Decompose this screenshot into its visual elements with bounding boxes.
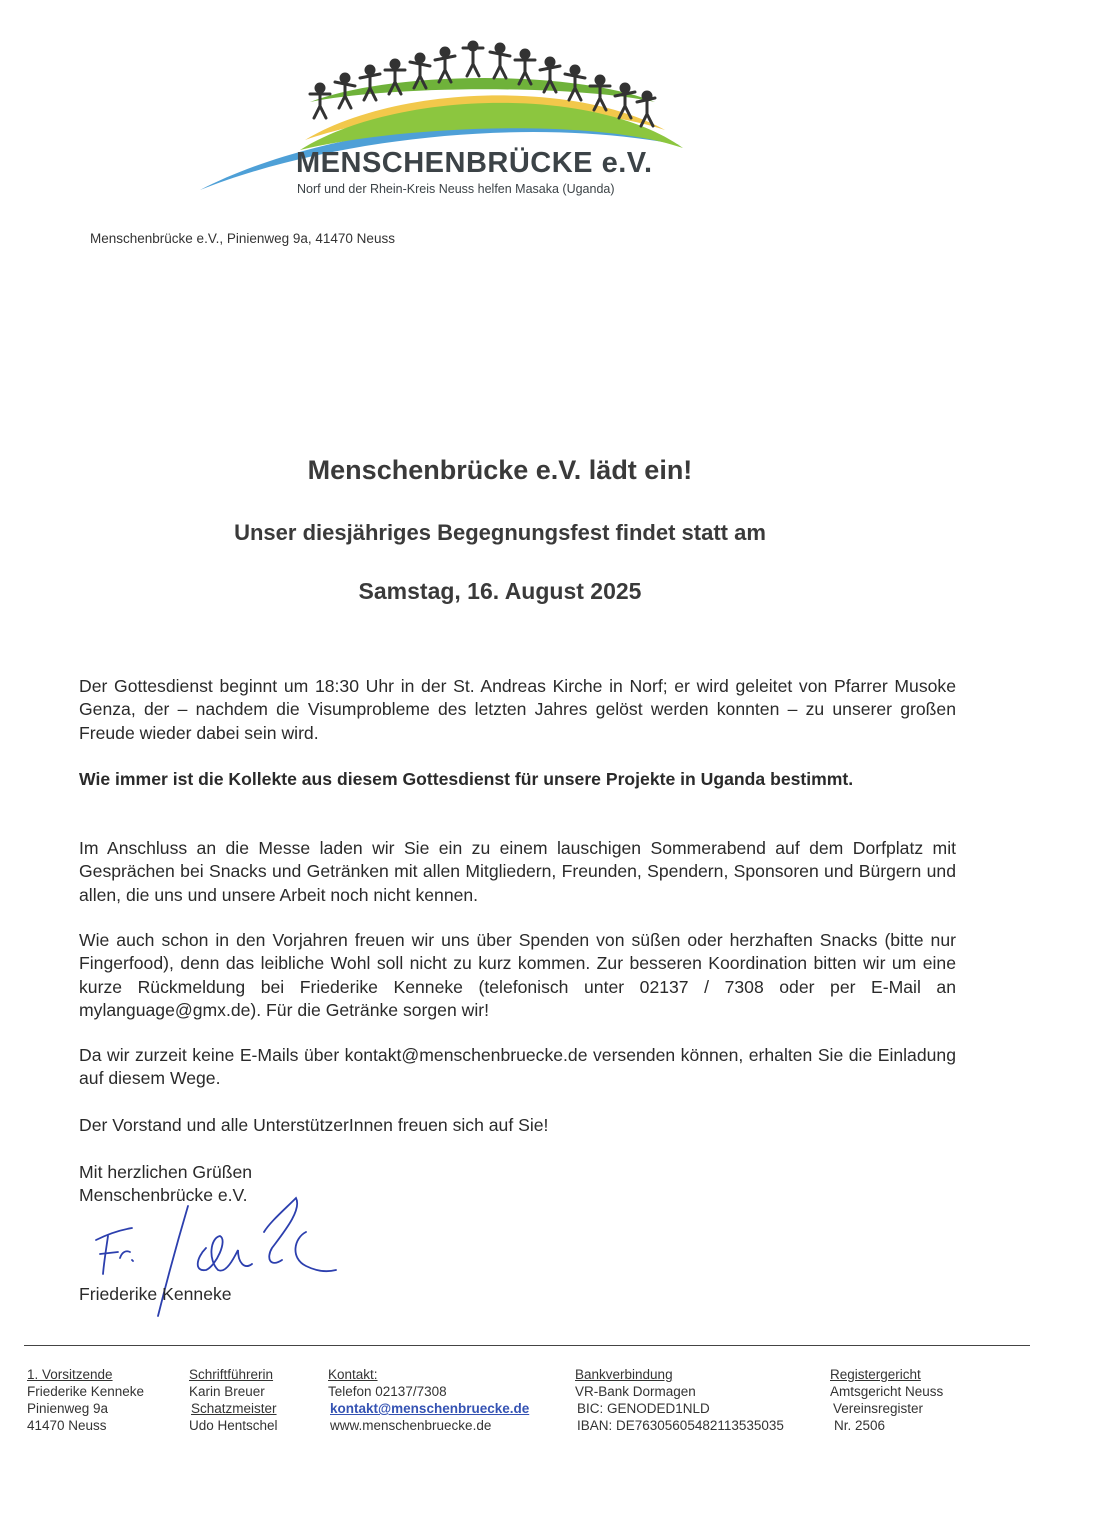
footer-treasurer-heading: Schatzmeister: [191, 1401, 277, 1416]
footer-bank: [575, 1366, 784, 1434]
closing-organization: Menschenbrücke e.V.: [79, 1185, 248, 1205]
handwritten-signature: [88, 1188, 348, 1328]
footer-bank-name: VR-Bank Dormagen: [575, 1384, 696, 1399]
paragraph-snacks: Wie auch schon in den Vorjahren freuen wir uns über Spenden von süßen oder herzhaften Snacks (bitte nur Fingerfood), denn das leibliche Wohl soll nicht zu kurz kommen. Zur besseren Koordination bitten wir um eine kurze Rückmeldung bei Friederike Kenneke (telefonisch unter 02137 / 7308 oder per E-Mail an mylanguage@gmx.de). Für die Getränke sorgen wir!: [79, 930, 956, 1020]
letter-subtitle: Unser diesjähriges Begegnungsfest findet statt am: [234, 520, 766, 545]
footer-chair: [27, 1366, 144, 1434]
letter-title: Menschenbrücke e.V. lädt ein!: [307, 455, 693, 485]
footer-register-number: Nr. 2506: [834, 1418, 886, 1433]
sender-address-line: Menschenbrücke e.V., Pinienweg 9a, 41470 Neuss: [90, 231, 395, 246]
footer-chair-street: Pinienweg 9a: [27, 1401, 109, 1416]
footer-chair-heading: 1. Vorsitzende: [27, 1367, 113, 1382]
footer-register-heading: Registergericht: [830, 1367, 921, 1382]
footer-contact-email-link[interactable]: kontakt@menschenbruecke.de: [330, 1401, 530, 1416]
logo-organization-name: MENSCHENBRÜCKE e.V.: [296, 147, 653, 179]
footer-bank-iban: IBAN: DE76305605482113535035: [577, 1418, 784, 1433]
footer-divider: [24, 1345, 1030, 1346]
signer-name: Friederike Kenneke: [79, 1284, 232, 1304]
footer-contact-website[interactable]: www.menschenbruecke.de: [330, 1418, 492, 1433]
footer-treasurer-name: Udo Hentschel: [189, 1418, 278, 1433]
footer-contact-heading: Kontakt:: [328, 1367, 378, 1382]
footer-chair-city: 41470 Neuss: [27, 1418, 107, 1433]
footer-register: [830, 1366, 943, 1434]
footer-bank-bic: BIC: GENODED1NLD: [577, 1401, 710, 1416]
footer-chair-name: Friederike Kenneke: [27, 1384, 145, 1399]
closing-greeting: Mit herzlichen Grüßen: [79, 1162, 253, 1182]
event-date: Samstag, 16. August 2025: [358, 578, 642, 604]
footer-contact-phone: Telefon 02137/7308: [328, 1384, 447, 1399]
paragraph-service: Der Gottesdienst beginnt um 18:30 Uhr in der St. Andreas Kirche in Norf; er wird geleitet von Pfarrer Musoke Genza, der – nachdem die Visumprobleme des letzten Jahres gelöst werden konnten – zu unserer großen Freude wieder dabei sein wird.: [79, 676, 956, 743]
footer-contact: [328, 1366, 529, 1434]
footer-bank-heading: Bankverbindung: [575, 1367, 673, 1382]
paragraph-email-note: Da wir zurzeit keine E-Mails über kontakt@menschenbruecke.de versenden können, erhalten Sie die Einladung auf diesem Wege.: [79, 1045, 956, 1089]
footer-officers: [189, 1366, 278, 1434]
signature-abbrev: Fr.: [96, 1258, 98, 1259]
footer-register-type: Vereinsregister: [833, 1401, 924, 1416]
footer-secretary-heading: Schriftführerin: [189, 1367, 274, 1382]
logo-tagline: Norf und der Rhein-Kreis Neuss helfen Masaka (Uganda): [297, 182, 615, 196]
paragraph-collection: Wie immer ist die Kollekte aus diesem Gottesdienst für unsere Projekte in Uganda bestimmt.: [79, 769, 854, 789]
footer-register-court: Amtsgericht Neuss: [830, 1384, 944, 1399]
footer-secretary-name: Karin Breuer: [189, 1384, 265, 1399]
paragraph-invitation: Im Anschluss an die Messe laden wir Sie ein zu einem lauschigen Sommerabend auf dem Dorfplatz mit Gesprächen bei Snacks und Getränken mit allen Mitgliedern, Freunden, Spendern, Sponsoren und Bürgern und allen, die uns und unsere Arbeit noch nicht kennen.: [79, 838, 956, 905]
paragraph-board: Der Vorstand und alle UnterstützerInnen freuen sich auf Sie!: [79, 1115, 549, 1135]
